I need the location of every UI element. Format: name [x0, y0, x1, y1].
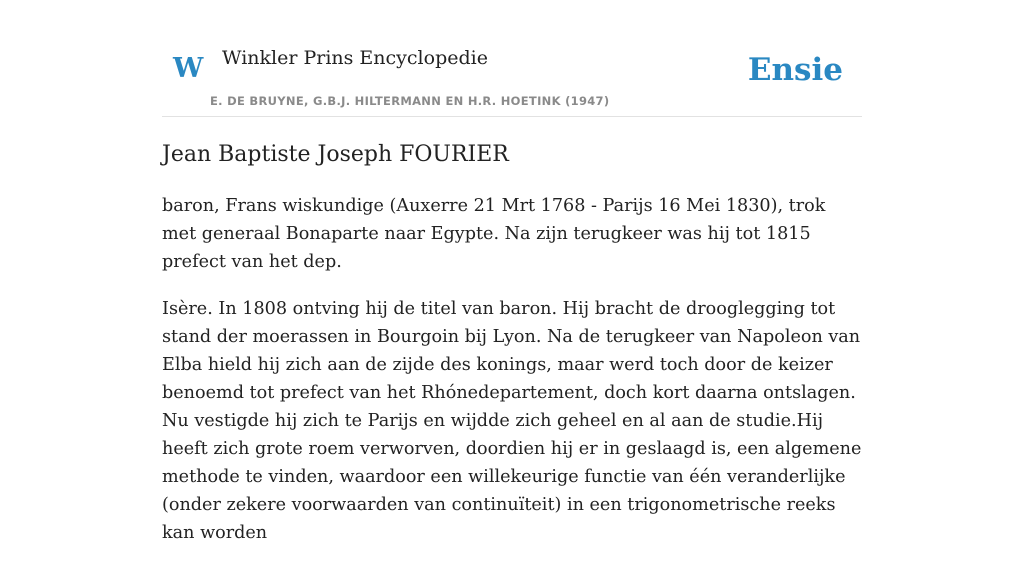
article-paragraph-2: Isère. In 1808 ontving hij de titel van baron. Hij bracht de drooglegging tot stand der moerassen in Bourgoin bij Lyon. Na de terugkeer van Napoleon van Elba hield hij zich aan de zijde des konings, maar werd toch door de keizer benoemd tot prefect van het Rhónedepartement, doch kort daarna ontslagen. Nu vestigde hij zich te Parijs en wijdde zich geheel en al aan de studie.Hij heeft zich grote roem verworven, doordien hij er in geslaagd is, een algemene methode te vinden, waardoor een willekeurige functie van één veranderlijke (onder zekere voorwaarden van continuïteit) in een trigonometrische reeks kan worden [162, 299, 862, 543]
article-paragraph-1: baron, Frans wiskundige (Auxerre 21 Mrt 1768 - Parijs 16 Mei 1830), trok met generaal Bonaparte naar Egypte. Na zijn terugkeer was hij tot 1815 prefect van het dep. [162, 196, 826, 272]
article-body [162, 192, 862, 566]
site-header [162, 0, 862, 117]
encyclopedia-authors: E. DE BRUYNE, G.B.J. HILTERMANN EN H.R. HOETINK (1947) [210, 94, 610, 108]
encyclopedia-title[interactable]: Winkler Prins Encyclopedie [222, 47, 488, 69]
winkler-prins-logo[interactable]: W [173, 53, 204, 84]
article-title: Jean Baptiste Joseph FOURIER [162, 142, 509, 167]
ensie-logo[interactable]: Ensie [747, 52, 843, 88]
